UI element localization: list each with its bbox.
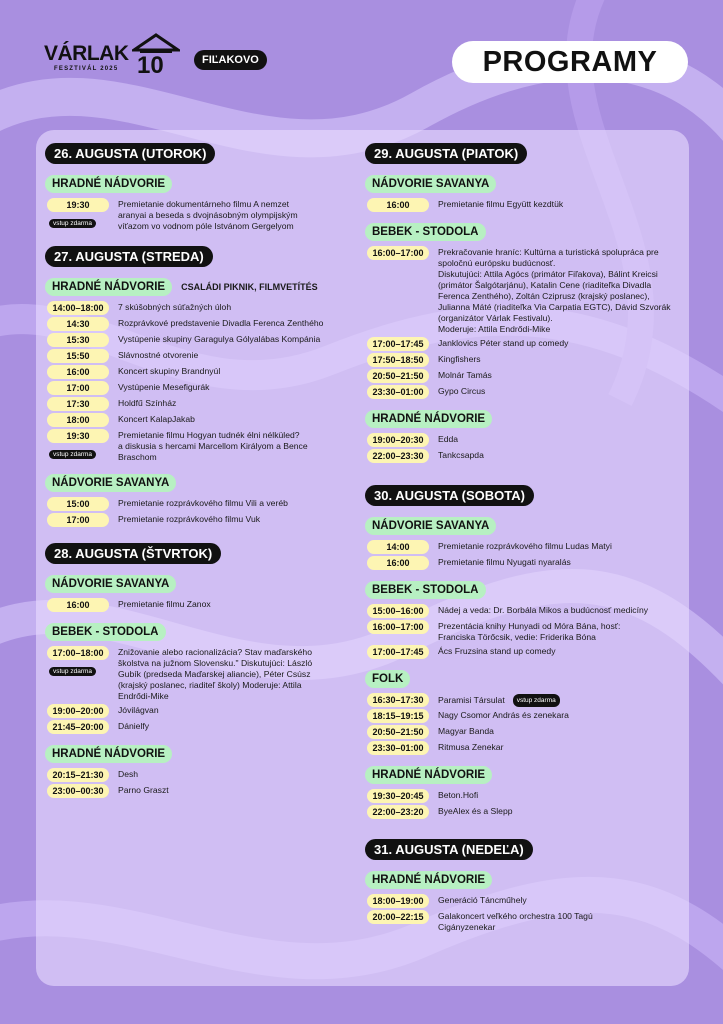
event-item: [45, 720, 355, 734]
time-cell: [367, 433, 429, 447]
event-text: Dánielfy: [118, 721, 150, 731]
venue-row: [365, 223, 675, 241]
event-description: [438, 433, 675, 445]
event-text: Koncert KalapJakab: [118, 414, 195, 424]
event-description: [118, 381, 355, 393]
event-text: Vystúpenie Mesefigurák: [118, 382, 210, 392]
event-list: [365, 540, 675, 570]
venue-note: CSALÁDI PIKNIK, FILMVETÍTÉS: [181, 282, 318, 292]
event-description: [438, 910, 675, 933]
event-list: [365, 894, 675, 933]
event-description: [438, 198, 675, 210]
event-time: 14:30: [47, 317, 109, 331]
time-cell: [47, 333, 109, 347]
event-text: Holdfű Színház: [118, 398, 177, 408]
event-text: Jóvilágvan: [118, 705, 159, 715]
time-cell: [367, 385, 429, 399]
event-time: 18:15–19:15: [367, 709, 429, 723]
event-time: 17:00: [47, 513, 109, 527]
event-time: 17:30: [47, 397, 109, 411]
time-cell: [47, 784, 109, 798]
event-item: [45, 497, 355, 511]
event-time: 19:30: [47, 429, 109, 443]
time-cell: [47, 598, 109, 612]
time-cell: [47, 365, 109, 379]
event-text: Slávnostné otvorenie: [118, 350, 199, 360]
logo-sub: FESZTIVÁL 2025: [54, 66, 119, 72]
time-cell: [47, 349, 109, 363]
event-description: [118, 349, 355, 361]
event-description: [118, 365, 355, 377]
event-description: [438, 540, 675, 552]
time-cell: [367, 198, 429, 212]
day-block: [45, 143, 355, 232]
event-time: 18:00: [47, 413, 109, 427]
event-list: [365, 198, 675, 212]
event-description: [118, 598, 355, 610]
day-heading: 26. AUGUSTA (UTOROK): [45, 143, 215, 164]
day-heading: 27. AUGUSTA (STREDA): [45, 246, 213, 267]
event-text: Premietanie rozprávkového filmu Ludas Matyi: [438, 541, 612, 551]
logo-word: VÁRLAK: [44, 42, 129, 65]
event-description: [438, 369, 675, 381]
venue-row: [365, 175, 675, 193]
event-text: Parno Graszt: [118, 785, 169, 795]
venue-label: BEBEK - STODOLA: [45, 623, 166, 641]
time-cell: [367, 894, 429, 908]
event-time: 19:30–20:45: [367, 789, 429, 803]
day-heading: 28. AUGUSTA (ŠTVRTOK): [45, 543, 221, 564]
event-list: [45, 598, 355, 612]
event-text: Janklovics Péter stand up comedy: [438, 338, 569, 348]
event-item: [365, 449, 675, 463]
logo-number: 10: [137, 52, 164, 79]
venue-label: HRADNÉ NÁDVORIE: [365, 410, 492, 428]
day-block: [365, 839, 675, 933]
event-time: 16:00: [47, 365, 109, 379]
event-text: Premietanie filmu Nyugati nyaralás: [438, 557, 571, 567]
event-time: 20:15–21:30: [47, 768, 109, 782]
venue-label: NÁDVORIE SAVANYA: [45, 575, 176, 593]
event-item: [365, 789, 675, 803]
event-item: [365, 910, 675, 933]
event-text: Nádej a veda: Dr. Borbála Mikos a budúcnosť medicíny: [438, 605, 649, 615]
time-cell: [367, 369, 429, 383]
time-cell: [367, 540, 429, 554]
event-description: [438, 645, 675, 657]
event-text: Tankcsapda: [438, 450, 484, 460]
event-text: Premietanie filmu Együtt kezdtük: [438, 199, 564, 209]
venue-label: NÁDVORIE SAVANYA: [45, 474, 176, 492]
event-description: [438, 604, 675, 616]
event-time: 23:00–00:30: [47, 784, 109, 798]
time-cell: [367, 449, 429, 463]
event-time: 14:00–18:00: [47, 301, 109, 315]
time-cell: [47, 704, 109, 718]
event-item: [45, 198, 355, 232]
event-item: [45, 333, 355, 347]
event-description: [438, 556, 675, 568]
free-entry-badge: vstup zdarma: [49, 219, 96, 228]
event-item: [365, 246, 675, 335]
time-cell: [47, 497, 109, 511]
day-block: [45, 543, 355, 798]
time-cell: [367, 645, 429, 659]
event-list: [45, 768, 355, 798]
venue-label: HRADNÉ NÁDVORIE: [45, 745, 172, 763]
event-description: [118, 317, 355, 329]
event-description: [118, 301, 355, 313]
time-cell: [47, 513, 109, 527]
venue-row: [45, 278, 355, 296]
venue-row: [45, 575, 355, 593]
event-time: 17:00: [47, 381, 109, 395]
event-text: Premietanie rozprávkového filmu Vuk: [118, 514, 261, 524]
event-item: [45, 429, 355, 463]
event-time: 14:00: [367, 540, 429, 554]
event-time: 21:45–20:00: [47, 720, 109, 734]
time-cell: [47, 720, 109, 734]
free-entry-badge: vstup zdarma: [513, 694, 560, 707]
event-description: [438, 385, 675, 397]
venue-label: NÁDVORIE SAVANYA: [365, 517, 496, 535]
event-time: 17:00–18:00: [47, 646, 109, 660]
time-cell: [367, 789, 429, 803]
event-item: [365, 433, 675, 447]
day-block: [45, 246, 355, 527]
venue-row: [365, 766, 675, 784]
event-description: [438, 789, 675, 801]
event-item: [365, 741, 675, 755]
event-description: [118, 497, 355, 509]
event-time: 20:50–21:50: [367, 725, 429, 739]
event-text: Molnár Tamás: [438, 370, 492, 380]
event-item: [45, 598, 355, 612]
event-time: 15:30: [47, 333, 109, 347]
venue-row: [45, 623, 355, 641]
time-cell: [367, 604, 429, 618]
venue-label: HRADNÉ NÁDVORIE: [45, 278, 172, 296]
time-cell: [367, 725, 429, 739]
event-text: 7 skúšobných súťažných úloh: [118, 302, 232, 312]
event-list: [365, 789, 675, 819]
event-item: [365, 198, 675, 212]
event-item: [45, 349, 355, 363]
header: [0, 0, 723, 120]
time-cell: [367, 246, 429, 260]
event-description: [438, 449, 675, 461]
event-item: [45, 301, 355, 315]
event-text: Ács Fruzsina stand up comedy: [438, 646, 556, 656]
left-column: [45, 143, 355, 798]
event-description: [118, 513, 355, 525]
time-cell: [47, 768, 109, 782]
event-description: [438, 725, 675, 737]
event-description: [118, 413, 355, 425]
time-cell: [367, 353, 429, 367]
event-item: [365, 725, 675, 739]
time-cell: [47, 397, 109, 411]
day-heading: 31. AUGUSTA (NEDEĽA): [365, 839, 533, 860]
time-cell: [47, 429, 109, 461]
event-item: [45, 317, 355, 331]
venue-label: BEBEK - STODOLA: [365, 581, 486, 599]
event-time: 20:00–22:15: [367, 910, 429, 924]
event-time: 17:00–17:45: [367, 645, 429, 659]
event-text: Koncert skupiny Brandnyúl: [118, 366, 221, 376]
event-time: 17:00–17:45: [367, 337, 429, 351]
event-description: [438, 337, 675, 349]
event-time: 23:30–01:00: [367, 385, 429, 399]
free-entry-badge: vstup zdarma: [49, 667, 96, 676]
event-description: [438, 693, 675, 707]
venue-row: [45, 175, 355, 193]
event-description: [438, 246, 675, 335]
event-text: Paramisi Társulat: [438, 695, 505, 705]
event-description: [438, 620, 675, 643]
venue-row: [45, 474, 355, 492]
event-item: [45, 413, 355, 427]
time-cell: [47, 413, 109, 427]
event-item: [365, 337, 675, 351]
event-item: [365, 369, 675, 383]
event-time: 20:50–21:50: [367, 369, 429, 383]
event-text: Premietanie dokumentárneho filmu A nemzet aranyai a beseda s dvojnásobným olympijským víťazom vo vodnom póle Istvánom Gergelyom: [118, 199, 298, 231]
event-time: 15:00: [47, 497, 109, 511]
event-description: [118, 397, 355, 409]
event-description: [118, 768, 355, 780]
event-list: [45, 497, 355, 527]
event-text: Ritmusa Zenekar: [438, 742, 504, 752]
time-cell: [367, 910, 429, 924]
event-list: [365, 693, 675, 755]
event-time: 16:00: [367, 198, 429, 212]
venue-row: [365, 871, 675, 889]
event-time: 16:00–17:00: [367, 246, 429, 260]
event-description: [438, 805, 675, 817]
event-time: 22:00–23:30: [367, 449, 429, 463]
time-cell: [367, 693, 429, 707]
day-block: [365, 485, 675, 819]
venue-row: [365, 670, 675, 688]
event-item: [365, 353, 675, 367]
event-text: Znižovanie alebo racionalizácia? Stav maďarského školstva na južnom Slovensku." Diskutujúci: László Gubík (predseda Maďarskej aliancie), Péter Csúsz (krajský poslanec, riaditeľ školy) Moderuje: Attila Endrődi-Mike: [118, 647, 313, 701]
event-item: [45, 704, 355, 718]
event-text: Edda: [438, 434, 459, 444]
event-list: [365, 604, 675, 659]
event-time: 16:30–17:30: [367, 693, 429, 707]
event-text: Prekračovanie hraníc: Kultúrna a turistická spolupráca pre spoločnú európsku budúcnosť. Diskutujúci: Attila Agócs (primátor Fiľakova), Bálint Kreicsi (primátor Šalgótarjánu), Katalin Cene (riaditeľka Divadla Ferenca Zenthého), Zoltán Cziprusz (krajský poslanec), Julianna Máté (riaditeľka Via Carpatia EGTC), Dávid Szvorák (organizátor Várlak Festivalu). Moderuje: Attila Endrődi-Mike: [438, 247, 671, 334]
event-description: [118, 198, 355, 232]
event-list: [365, 433, 675, 463]
time-cell: [47, 198, 109, 230]
event-text: Kingfishers: [438, 354, 481, 364]
event-description: [118, 704, 355, 716]
event-text: Magyar Banda: [438, 726, 494, 736]
event-description: [118, 333, 355, 345]
event-text: Beton.Hofi: [438, 790, 479, 800]
event-item: [365, 645, 675, 659]
event-item: [365, 604, 675, 618]
event-text: Nagy Csomor András és zenekara: [438, 710, 569, 720]
time-cell: [367, 741, 429, 755]
venue-label: NÁDVORIE SAVANYA: [365, 175, 496, 193]
event-time: 18:00–19:00: [367, 894, 429, 908]
page-title: PROGRAMY: [452, 41, 688, 83]
event-text: ByeAlex és a Slepp: [438, 806, 513, 816]
time-cell: [47, 646, 109, 678]
event-text: Rozprávkové predstavenie Divadla Ferenca Zenthého: [118, 318, 324, 328]
day-heading: 30. AUGUSTA (SOBOTA): [365, 485, 534, 506]
event-text: Premietanie rozprávkového filmu Vili a veréb: [118, 498, 288, 508]
event-description: [438, 709, 675, 721]
event-time: 19:30: [47, 198, 109, 212]
event-item: [365, 805, 675, 819]
event-description: [118, 784, 355, 796]
right-column: [365, 143, 675, 933]
event-text: Generáció Táncműhely: [438, 895, 527, 905]
event-time: 16:00: [367, 556, 429, 570]
time-cell: [367, 709, 429, 723]
event-description: [438, 353, 675, 365]
venue-label: HRADNÉ NÁDVORIE: [365, 766, 492, 784]
event-item: [365, 385, 675, 399]
event-list: [45, 646, 355, 734]
event-time: 15:50: [47, 349, 109, 363]
event-item: [45, 784, 355, 798]
event-text: Premietanie filmu Hogyan tudnék élni nélküled? a diskusia s hercami Marcellom Királyom a Bence Braschom: [118, 430, 308, 462]
event-time: 17:50–18:50: [367, 353, 429, 367]
time-cell: [367, 556, 429, 570]
event-item: [45, 365, 355, 379]
time-cell: [367, 337, 429, 351]
event-description: [118, 646, 355, 702]
venue-label: FOLK: [365, 670, 410, 688]
event-item: [365, 709, 675, 723]
event-list: [45, 301, 355, 463]
event-text: Desh: [118, 769, 139, 779]
event-list: [365, 246, 675, 399]
event-text: Prezentácia knihy Hunyadi od Móra Bána, hosť: Franciska Törőcsik, vedie: Friderika Bóna: [438, 621, 621, 642]
venue-row: [365, 517, 675, 535]
event-text: Gypo Circus: [438, 386, 486, 396]
event-description: [118, 720, 355, 732]
event-time: 22:00–23:20: [367, 805, 429, 819]
venue-row: [365, 410, 675, 428]
event-item: [45, 381, 355, 395]
event-description: [438, 741, 675, 753]
event-list: [45, 198, 355, 232]
time-cell: [47, 381, 109, 395]
time-cell: [367, 620, 429, 634]
venue-row: [365, 581, 675, 599]
event-text: Galakoncert veľkého orchestra 100 Tagú Cigányzenekar: [438, 911, 593, 932]
event-time: 15:00–16:00: [367, 604, 429, 618]
event-description: [438, 894, 675, 906]
varlak-logo: [44, 32, 179, 79]
day-block: [365, 143, 675, 463]
event-time: 16:00: [47, 598, 109, 612]
day-heading: 29. AUGUSTA (PIATOK): [365, 143, 527, 164]
event-time: 19:00–20:00: [47, 704, 109, 718]
event-time: 19:00–20:30: [367, 433, 429, 447]
venue-label: BEBEK - STODOLA: [365, 223, 486, 241]
event-item: [45, 646, 355, 702]
event-time: 23:30–01:00: [367, 741, 429, 755]
event-text: Vystúpenie skupiny Garagulya Gólyalábas Kompánia: [118, 334, 321, 344]
venue-label: HRADNÉ NÁDVORIE: [45, 175, 172, 193]
event-item: [45, 397, 355, 411]
free-entry-badge: vstup zdarma: [49, 450, 96, 459]
time-cell: [47, 301, 109, 315]
event-description: [118, 429, 355, 463]
event-item: [45, 513, 355, 527]
city-badge: FIĽAKOVO: [194, 50, 267, 70]
venue-row: [45, 745, 355, 763]
event-time: 16:00–17:00: [367, 620, 429, 634]
event-item: [365, 556, 675, 570]
event-item: [45, 768, 355, 782]
event-text: Premietanie filmu Zanox: [118, 599, 211, 609]
event-item: [365, 693, 675, 707]
time-cell: [367, 805, 429, 819]
event-item: [365, 540, 675, 554]
event-item: [365, 894, 675, 908]
time-cell: [47, 317, 109, 331]
venue-label: HRADNÉ NÁDVORIE: [365, 871, 492, 889]
event-item: [365, 620, 675, 643]
